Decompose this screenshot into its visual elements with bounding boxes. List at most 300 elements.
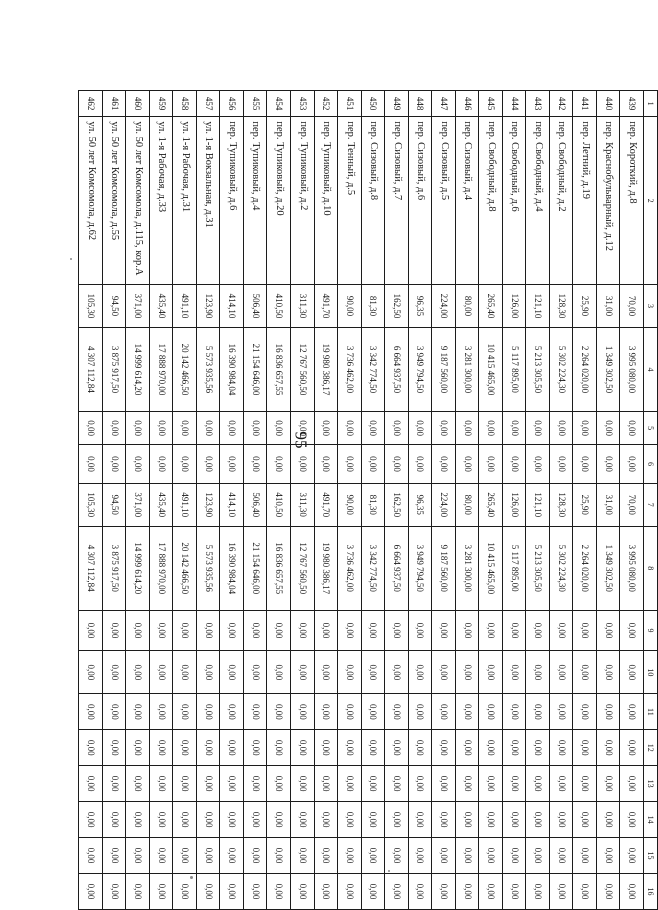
value-cell: 0,00 [408,838,432,874]
value-cell: 0,00 [620,802,644,838]
value-cell: 0,00 [526,802,550,838]
value-cell: 0,00 [126,802,150,838]
row-number-cell: 457 [196,91,220,117]
value-cell: 0,00 [620,411,644,445]
value-cell: 0,00 [126,445,150,483]
value-cell: 0,00 [243,651,267,694]
value-cell: 491,70 [314,483,338,526]
value-cell: 21 154 646,00 [243,526,267,610]
value-cell: 0,00 [79,651,103,694]
value-cell: 0,00 [79,730,103,766]
value-cell: 0,00 [385,873,409,909]
value-cell: 0,00 [243,873,267,909]
value-cell: 0,00 [267,411,291,445]
table-row [267,91,291,910]
value-cell: 0,00 [408,610,432,651]
value-cell: 0,00 [338,610,362,651]
value-cell: 0,00 [573,730,597,766]
value-cell: 21 154 646,00 [243,328,267,412]
value-cell: 0,00 [267,766,291,802]
value-cell: 2 264 020,00 [573,526,597,610]
value-cell: 14 999 614,20 [126,328,150,412]
value-cell: 3 949 794,50 [408,526,432,610]
value-cell: 0,00 [408,802,432,838]
value-cell: 12 767 560,50 [291,328,315,412]
value-cell: 0,00 [385,651,409,694]
value-cell: 0,00 [220,838,244,874]
scan-speck [70,258,72,260]
value-cell: 17 888 970,00 [149,526,173,610]
value-cell: 0,00 [79,766,103,802]
value-cell: 162,50 [385,483,409,526]
value-cell: 0,00 [338,838,362,874]
value-cell: 0,00 [149,873,173,909]
value-cell: 0,00 [385,411,409,445]
value-cell: 5 302 224,30 [549,526,573,610]
value-cell: 0,00 [455,730,479,766]
column-header: 12 [644,730,658,766]
value-cell: 0,00 [243,610,267,651]
table-row [102,91,126,910]
row-number-cell: 447 [432,91,456,117]
value-cell: 9 187 560,00 [432,328,456,412]
value-cell: 0,00 [196,610,220,651]
value-cell: 0,00 [338,694,362,730]
value-cell: 19 980 386,17 [314,526,338,610]
value-cell: 0,00 [220,802,244,838]
value-cell: 0,00 [291,651,315,694]
value-cell: 5 117 895,00 [502,526,526,610]
value-cell: 0,00 [220,411,244,445]
value-cell: 0,00 [455,445,479,483]
scan-speck [388,870,390,872]
value-cell: 0,00 [267,802,291,838]
value-cell: 410,50 [267,483,291,526]
value-cell: 0,00 [502,766,526,802]
table-row [385,91,409,910]
value-cell: 0,00 [526,766,550,802]
value-cell: 126,00 [502,483,526,526]
value-cell: 0,00 [596,651,620,694]
value-cell: 0,00 [102,445,126,483]
value-cell: 16 836 657,55 [267,526,291,610]
value-cell: 0,00 [549,766,573,802]
value-cell: 16 390 984,04 [220,526,244,610]
address-cell: пер. Свободный, д.6 [502,117,526,285]
value-cell: 0,00 [620,610,644,651]
column-header: 10 [644,651,658,694]
value-cell: 9 187 560,00 [432,526,456,610]
row-number-cell: 458 [173,91,197,117]
value-cell: 0,00 [338,651,362,694]
value-cell: 0,00 [502,651,526,694]
value-cell: 5 302 224,30 [549,328,573,412]
value-cell: 0,00 [432,802,456,838]
row-number-cell: 462 [79,91,103,117]
value-cell: 0,00 [243,802,267,838]
value-cell: 0,00 [149,445,173,483]
value-cell: 12 767 560,50 [291,526,315,610]
column-header: 13 [644,766,658,802]
value-cell: 0,00 [102,411,126,445]
value-cell: 0,00 [267,694,291,730]
value-cell: 0,00 [408,873,432,909]
value-cell: 0,00 [526,651,550,694]
address-cell: пер. Летний, д.19 [573,117,597,285]
value-cell: 0,00 [314,766,338,802]
value-cell: 224,00 [432,483,456,526]
table-row [620,91,644,910]
value-cell: 0,00 [338,445,362,483]
value-cell: 0,00 [291,873,315,909]
column-header: 2 [644,117,658,285]
column-header: 15 [644,838,658,874]
value-cell: 0,00 [79,610,103,651]
value-cell: 0,00 [126,694,150,730]
address-cell: пер. Краснобульварный, д.12 [596,117,620,285]
table-row [126,91,150,910]
value-cell: 25,90 [573,483,597,526]
value-cell: 0,00 [173,445,197,483]
value-cell: 0,00 [196,766,220,802]
value-cell: 3 875 917,50 [102,526,126,610]
value-cell: 0,00 [220,873,244,909]
value-cell: 0,00 [573,838,597,874]
value-cell: 0,00 [173,766,197,802]
value-cell: 80,00 [455,284,479,327]
value-cell: 0,00 [79,411,103,445]
value-cell: 0,00 [338,766,362,802]
value-cell: 0,00 [526,610,550,651]
value-cell: 0,00 [385,694,409,730]
value-cell: 0,00 [314,873,338,909]
value-cell: 126,00 [502,284,526,327]
value-cell: 0,00 [573,873,597,909]
value-cell: 81,30 [361,483,385,526]
value-cell: 0,00 [314,651,338,694]
value-cell: 0,00 [79,694,103,730]
value-cell: 0,00 [314,838,338,874]
value-cell: 0,00 [149,411,173,445]
value-cell: 0,00 [314,730,338,766]
value-cell: 3 281 300,00 [455,328,479,412]
value-cell: 0,00 [149,838,173,874]
row-number-cell: 439 [620,91,644,117]
value-cell: 0,00 [149,610,173,651]
value-cell: 0,00 [549,694,573,730]
table-row [220,91,244,910]
value-cell: 0,00 [361,766,385,802]
value-cell: 80,00 [455,483,479,526]
value-cell: 0,00 [502,694,526,730]
value-cell: 0,00 [126,838,150,874]
value-cell: 0,00 [338,730,362,766]
value-cell: 0,00 [220,766,244,802]
value-cell: 94,50 [102,284,126,327]
value-cell: 0,00 [502,802,526,838]
value-cell: 0,00 [502,411,526,445]
value-cell: 90,00 [338,483,362,526]
value-cell: 0,00 [361,802,385,838]
value-cell: 1 349 302,50 [596,526,620,610]
value-cell: 0,00 [479,610,503,651]
value-cell: 491,70 [314,284,338,327]
value-cell: 0,00 [126,873,150,909]
table-row [243,91,267,910]
row-number-cell: 461 [102,91,126,117]
scan-speck [190,876,193,879]
value-cell: 506,40 [243,284,267,327]
value-cell: 5 213 305,50 [526,526,550,610]
column-header: 4 [644,328,658,412]
value-cell: 0,00 [196,873,220,909]
value-cell: 0,00 [455,873,479,909]
value-cell: 0,00 [196,651,220,694]
value-cell: 3 875 917,50 [102,328,126,412]
value-cell: 128,30 [549,284,573,327]
value-cell: 105,30 [79,284,103,327]
value-cell: 0,00 [549,730,573,766]
value-cell: 0,00 [173,730,197,766]
value-cell: 0,00 [526,694,550,730]
value-cell: 70,00 [620,284,644,327]
value-cell: 0,00 [573,651,597,694]
value-cell: 10 415 465,00 [479,526,503,610]
address-cell: ул. 50 лет Комсомола, д.62 [79,117,103,285]
row-number-cell: 459 [149,91,173,117]
value-cell: 0,00 [196,838,220,874]
value-cell: 0,00 [596,694,620,730]
value-cell: 0,00 [243,411,267,445]
value-cell: 14 999 614,20 [126,526,150,610]
value-cell: 1 349 302,50 [596,328,620,412]
column-header: 9 [644,610,658,651]
value-cell: 0,00 [173,802,197,838]
value-cell: 0,00 [243,730,267,766]
value-cell: 5 573 935,56 [196,328,220,412]
value-cell: 0,00 [79,838,103,874]
value-cell: 0,00 [408,445,432,483]
row-number-cell: 460 [126,91,150,117]
address-cell: ул. 1-я Рабочая, д.33 [149,117,173,285]
value-cell: 0,00 [455,651,479,694]
value-cell: 0,00 [102,838,126,874]
address-cell: ул. 1-я Вокзальная, д.31 [196,117,220,285]
address-cell: ул. 50 лет Комсомола, д.55 [102,117,126,285]
value-cell: 0,00 [620,873,644,909]
row-number-cell: 451 [338,91,362,117]
row-number-cell: 455 [243,91,267,117]
value-cell: 0,00 [173,873,197,909]
column-header: 11 [644,694,658,730]
table-row [173,91,197,910]
address-cell: пер. Тупиковый, д.20 [267,117,291,285]
value-cell: 0,00 [361,411,385,445]
column-header: 5 [644,411,658,445]
value-cell: 0,00 [479,802,503,838]
value-cell: 128,30 [549,483,573,526]
value-cell: 0,00 [267,651,291,694]
address-cell: пер. Сизовый, д.6 [408,117,432,285]
value-cell: 0,00 [126,730,150,766]
value-cell: 265,40 [479,284,503,327]
value-cell: 0,00 [455,766,479,802]
value-cell: 0,00 [149,730,173,766]
value-cell: 0,00 [243,694,267,730]
address-cell: пер. Тупиковый, д.2 [291,117,315,285]
value-cell: 0,00 [549,873,573,909]
value-cell: 0,00 [502,610,526,651]
value-cell: 0,00 [549,610,573,651]
value-cell: 0,00 [502,445,526,483]
value-cell: 0,00 [549,445,573,483]
table-row [408,91,432,910]
value-cell: 4 307 112,84 [79,526,103,610]
value-cell: 0,00 [220,694,244,730]
value-cell: 0,00 [291,766,315,802]
value-cell: 0,00 [361,445,385,483]
table-row [432,91,456,910]
value-cell: 0,00 [573,610,597,651]
value-cell: 0,00 [408,694,432,730]
value-cell: 0,00 [596,802,620,838]
value-cell: 0,00 [385,802,409,838]
value-cell: 0,00 [361,838,385,874]
value-cell: 96,35 [408,284,432,327]
row-number-cell: 445 [479,91,503,117]
value-cell: 0,00 [385,766,409,802]
value-cell: 0,00 [126,411,150,445]
value-cell: 0,00 [361,610,385,651]
value-cell: 0,00 [596,610,620,651]
address-cell: пер. Сизовый, д.5 [432,117,456,285]
value-cell: 17 888 970,00 [149,328,173,412]
value-cell: 0,00 [573,445,597,483]
value-cell: 311,30 [291,284,315,327]
row-number-cell: 456 [220,91,244,117]
table-row [573,91,597,910]
value-cell: 0,00 [291,730,315,766]
value-cell: 0,00 [455,694,479,730]
value-cell: 0,00 [361,694,385,730]
value-cell: 0,00 [220,610,244,651]
value-cell: 0,00 [573,802,597,838]
rotated-table-wrapper [78,90,658,910]
value-cell: 0,00 [267,838,291,874]
value-cell: 0,00 [149,694,173,730]
value-cell: 0,00 [549,411,573,445]
table-row [549,91,573,910]
value-cell: 0,00 [502,838,526,874]
table-row [455,91,479,910]
value-cell: 371,00 [126,483,150,526]
value-cell: 16 836 657,55 [267,328,291,412]
value-cell: 0,00 [291,445,315,483]
value-cell: 0,00 [385,730,409,766]
value-cell: 0,00 [479,694,503,730]
value-cell: 3 342 774,50 [361,328,385,412]
value-cell: 0,00 [479,873,503,909]
value-cell: 0,00 [338,802,362,838]
column-header: 1 [644,91,658,117]
value-cell: 6 664 937,50 [385,526,409,610]
value-cell: 491,10 [173,284,197,327]
table-header-row [644,91,658,910]
row-number-cell: 454 [267,91,291,117]
value-cell: 0,00 [479,730,503,766]
value-cell: 0,00 [526,445,550,483]
value-cell: 0,00 [596,766,620,802]
value-cell: 0,00 [526,838,550,874]
value-cell: 0,00 [385,838,409,874]
value-cell: 0,00 [243,766,267,802]
value-cell: 0,00 [314,694,338,730]
value-cell: 0,00 [243,838,267,874]
value-cell: 0,00 [479,445,503,483]
value-cell: 0,00 [455,838,479,874]
value-cell: 0,00 [432,411,456,445]
value-cell: 2 264 020,00 [573,328,597,412]
table-row [196,91,220,910]
value-cell: 0,00 [338,411,362,445]
value-cell: 414,10 [220,284,244,327]
value-cell: 414,10 [220,483,244,526]
value-cell: 0,00 [432,873,456,909]
value-cell: 0,00 [620,766,644,802]
row-number-cell: 452 [314,91,338,117]
value-cell: 121,10 [526,483,550,526]
value-cell: 0,00 [573,411,597,445]
value-cell: 0,00 [79,873,103,909]
value-cell: 435,40 [149,483,173,526]
value-cell: 3 736 462,00 [338,526,362,610]
value-cell: 4 307 112,84 [79,328,103,412]
value-cell: 0,00 [596,838,620,874]
column-header: 8 [644,526,658,610]
value-cell: 0,00 [102,802,126,838]
address-cell: пер. Тупиковый, д.6 [220,117,244,285]
column-header: 3 [644,284,658,327]
value-cell: 0,00 [102,610,126,651]
value-cell: 0,00 [455,610,479,651]
address-cell: пер. Тупиковый, д.4 [243,117,267,285]
row-number-cell: 443 [526,91,550,117]
value-cell: 0,00 [196,694,220,730]
value-cell: 3 995 080,00 [620,526,644,610]
value-cell: 0,00 [314,802,338,838]
value-cell: 0,00 [526,873,550,909]
value-cell: 0,00 [502,730,526,766]
value-cell: 20 142 466,50 [173,526,197,610]
value-cell: 0,00 [596,873,620,909]
value-cell: 0,00 [243,445,267,483]
value-cell: 0,00 [102,651,126,694]
value-cell: 265,40 [479,483,503,526]
value-cell: 0,00 [596,730,620,766]
table-row [596,91,620,910]
table-row [291,91,315,910]
value-cell: 0,00 [526,411,550,445]
value-cell: 0,00 [596,445,620,483]
value-cell: 0,00 [79,445,103,483]
value-cell: 0,00 [408,766,432,802]
value-cell: 0,00 [432,838,456,874]
value-cell: 435,40 [149,284,173,327]
value-cell: 0,00 [408,730,432,766]
value-cell: 0,00 [291,802,315,838]
table-row [526,91,550,910]
value-cell: 0,00 [432,610,456,651]
